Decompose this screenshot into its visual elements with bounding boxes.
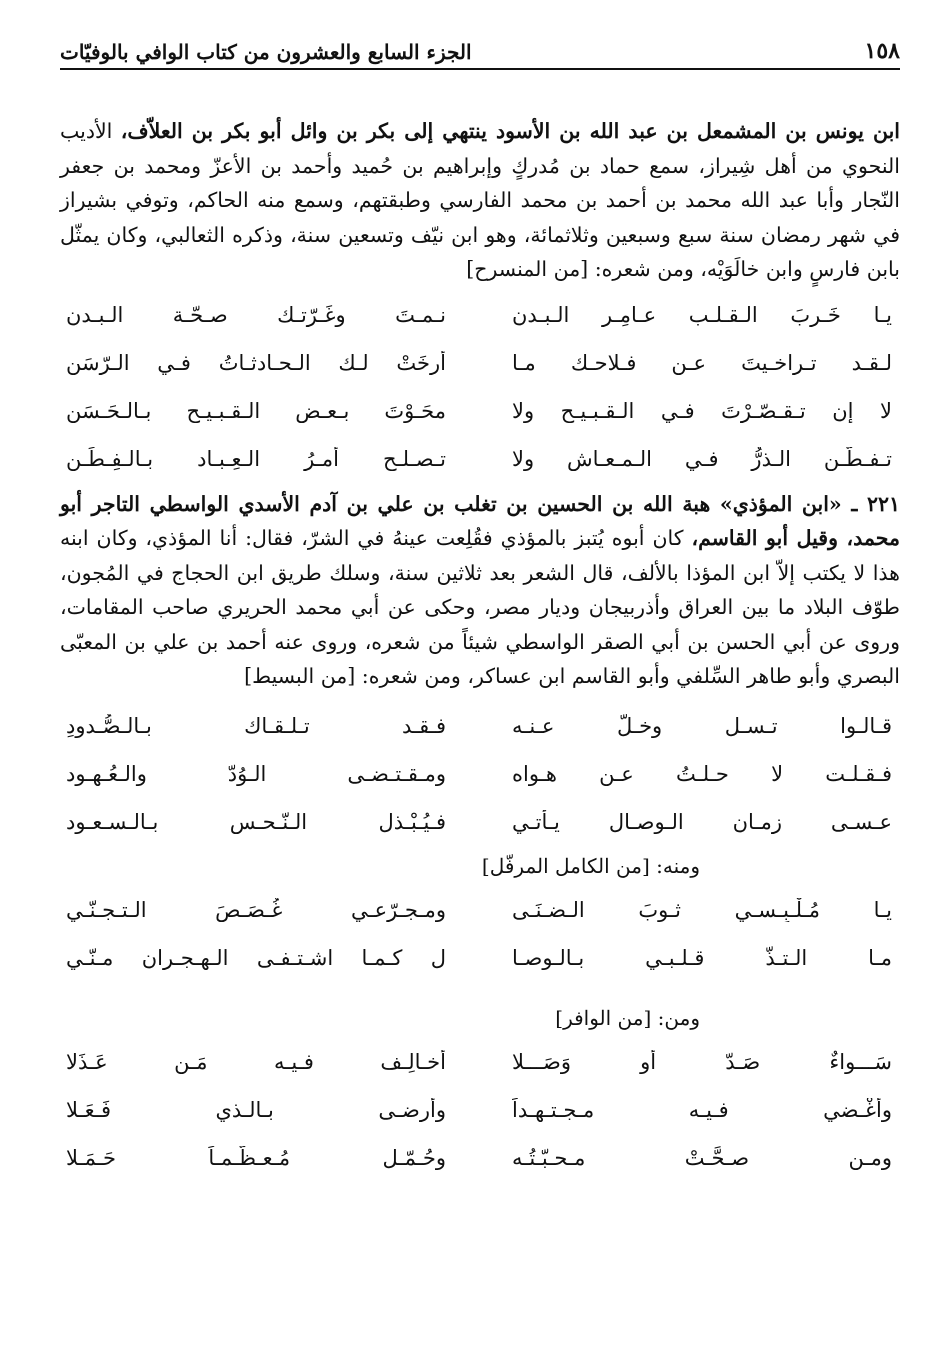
verse-second-hemistich: نـمـتَ وغَـرّتـك صـحّـة الـبـدنِ bbox=[66, 302, 446, 327]
verse-line bbox=[60, 1086, 900, 1134]
poem-1 bbox=[60, 291, 900, 483]
verse-line bbox=[60, 387, 900, 435]
verse-second-hemistich: وحُـمّـل مُـعـظّـمـاً حَـمَـلا bbox=[66, 1145, 446, 1170]
verse-second-hemistich: محَـوْتَ بـعـض الـقـبـيـح بـالـحَـسَن bbox=[66, 398, 446, 423]
verse-second-hemistich: فـيُـبْـذل الـنّـحـس بـالـسـعـود bbox=[66, 809, 446, 834]
entry-2-paragraph bbox=[60, 487, 900, 694]
verse-line bbox=[60, 886, 900, 934]
verse-second-hemistich: ومـجـرّعـي غُـصَـصَ الـتـجـنّـي bbox=[66, 897, 446, 922]
verse-first-hemistich: سَـــواءٌ صَـدّ أو وَصَـــلا bbox=[512, 1049, 892, 1074]
poem-2 bbox=[60, 702, 900, 846]
verse-line bbox=[60, 1134, 900, 1182]
verse-first-hemistich: يـا خَـرِبَ الـقـلـب عـامِـر الـبـدن bbox=[512, 302, 892, 327]
entry-1-paragraph bbox=[60, 114, 900, 287]
verse-line bbox=[60, 750, 900, 798]
verse-second-hemistich: وأرضـى بـالـذي فَـعَـلا bbox=[66, 1097, 446, 1122]
verse-first-hemistich: يـا مُـلْـبِـسـي ثـوبَ الـضـنَـى bbox=[512, 897, 892, 922]
book-page bbox=[60, 22, 900, 1182]
verse-first-hemistich: وأُغْـضي فـيـه مـجـتـهـداً bbox=[512, 1097, 892, 1122]
running-title: الجزء السابع والعشرون من كتاب الوافي بالوفيّات bbox=[60, 40, 472, 64]
verse-second-hemistich: أُخـالِـف فـيـه مَـن عَـذَلا bbox=[66, 1049, 446, 1074]
verse-line bbox=[60, 798, 900, 846]
verse-line bbox=[60, 435, 900, 483]
verse-first-hemistich: قـالـوا تـسـل وخـلّ عـنـه bbox=[512, 713, 892, 738]
page-number: ١٥٨ bbox=[864, 38, 900, 64]
poem-3 bbox=[60, 886, 900, 982]
entry-1-heading: ابن يونس بن المشمعل بن عبد الله بن الأسود ينتهي إلى بكر بن وائل أبو بكر بن العلاّف، bbox=[120, 119, 900, 143]
verse-first-hemistich: ومـن صـحَّـتْ مـحـبّـتُـه bbox=[512, 1145, 892, 1170]
verse-line bbox=[60, 702, 900, 750]
entry-2-body: كان أبوه يُتبز بالمؤذي فقُلِعت عينهُ في الشرّ، فقال: أنا المؤذي، وكان ابنه هذا لا يكتب إلاّ ابن المؤذا بالألف، قال الشعر بعد ثلاثين سنة، وسلك طريق ابن الحجاج في المُجون، طوّف البلاد ما بين العراق وأذربيجان وديار مصر، وحكى عن أبي محمد الحريري صاحب المقامات، وروى عن أبي الحسن بن أبي الصقر الواسطي شيئاً من شعره، وروى عنه أحمد بن علي بن المعبّى البصري وأبو طاهر السِّلفي وأبو القاسم ابن عساكر، ومن شعره: [من البسيط] bbox=[60, 526, 900, 688]
running-header bbox=[60, 22, 900, 70]
verse-first-hemistich: تـفـطّـن الـذرُّ فـي الـمـعـاش ولا bbox=[512, 446, 892, 471]
poem-4 bbox=[60, 1038, 900, 1182]
verse-line bbox=[60, 934, 900, 982]
poem-3-intro: ومنه: [من الكامل المرفّل] bbox=[481, 853, 700, 878]
verse-first-hemistich: فـقـلـت لا حـلـتُ عـن هـواه bbox=[512, 761, 892, 786]
verse-first-hemistich: لـقـد تـراخـيتَ عـن فـلاحـك مـا bbox=[512, 350, 892, 375]
verse-second-hemistich: تـصـلـح أمـرُ الـعِـبـاد بـالـفِـطَـن bbox=[66, 446, 446, 471]
verse-first-hemistich: لا إن تـقـصّـرْتَ فـي الـقـبـيـح ولا bbox=[512, 398, 892, 423]
verse-first-hemistich: عـسـى زمـان الـوصـال يـأتـي bbox=[512, 809, 892, 834]
verse-second-hemistich: ل كـمـا اشـتـفـى الـهِـجـران مـنّـي bbox=[66, 945, 446, 970]
verse-second-hemistich: أرخَتْ لـك الـحـادثـاتُ فـي الـرّسَن bbox=[66, 350, 446, 375]
entry-1-body: الأديب النحوي من أهل شِيراز، سمع حماد بن مُدركٍ وإبراهيم بن حُميد وأحمد بن الأعزّ ومحمد بن جعفر النّجار وأبا عبد الله محمد بن أحمد بن محمد الفارسي وطبقتهم، وسمع منه الحاكم، وتوفي بشيراز في شهر رمضان سنة سبع وسبعين وثلاثمائة، وهو ابن نيّف وتسعين سنة، وذكره الثعالبي، وكان يمثّل بابن فارسٍ وابن خالَوَيْه، ومن شعره: [من المنسرح] bbox=[60, 119, 900, 281]
verse-first-hemistich: مـا الـتـذّ قـلـبـي بـالـوصـا bbox=[512, 945, 892, 970]
verse-line bbox=[60, 1038, 900, 1086]
verse-line bbox=[60, 339, 900, 387]
verse-line bbox=[60, 291, 900, 339]
entry-2-heading: ٢٢١ ـ «ابن المؤذي» هبة الله بن الحسين بن تغلب بن علي بن آدم الأسدي الواسطي التاجر أبو محمد، وقيل أبو القاسم، bbox=[60, 491, 900, 550]
poem-4-intro: ومن: [من الوافر] bbox=[555, 1005, 700, 1030]
verse-second-hemistich: فـقـد تـلـقـاك بـالـصُّـدودِ bbox=[66, 713, 446, 738]
verse-second-hemistich: ومـقـتـضـى الـوُدّ والـعُـهـود bbox=[66, 761, 446, 786]
